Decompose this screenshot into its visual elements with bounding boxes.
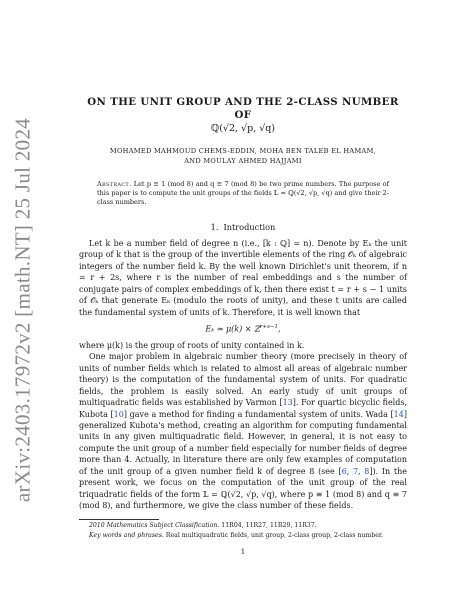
paper-title-field: ℚ(√2, √p, √q) — [210, 123, 276, 134]
section-title: Introduction — [223, 222, 276, 232]
paper-title: ON THE UNIT GROUP AND THE 2-CLASS NUMBER OF — [87, 96, 399, 121]
section-heading — [79, 222, 407, 232]
footnote-divider — [79, 519, 159, 520]
p3-part-d: ] generalized Kubota's method, creating an algorithm for computing fundamental units in any given multiquadratic field. However, in general, it is not easy to compute the unit group of a number field especially for number fields of degree more than 4. Actually, in literature there are only few examples of computation of the unit group of a given number field k of degree 8 (see [ — [79, 409, 407, 476]
arxiv-identifier-sidebar — [8, 117, 38, 503]
authors-line-1: MOHAMED MAHMOUD CHEMS-EDDIN, MOHA BEN TALEB EL HAMAM, — [109, 147, 377, 155]
page-number: 1 — [240, 548, 246, 557]
citation-separator: , — [358, 466, 365, 476]
formula-main: Eₖ ≃ μ(k) × ℤ — [205, 324, 260, 334]
arxiv-id-text: arXiv:2403.17972v2 [math.NT] 25 Jul 2024 — [10, 117, 35, 503]
authors-line-2: AND MOULAY AHMED HAJJAMI — [184, 156, 302, 165]
unit-group-formula — [79, 321, 407, 336]
citation-link[interactable]: 8 — [364, 466, 370, 476]
intro-paragraph-3 — [79, 351, 407, 511]
formula-exponent: r+s−1 — [259, 324, 279, 331]
paper-page — [79, 96, 407, 556]
abstract-label: Abstract. — [97, 180, 132, 188]
abstract — [97, 180, 389, 207]
footnote-msc — [79, 522, 407, 530]
section-number: 1. — [210, 222, 219, 232]
abstract-text: Let p ≡ 1 (mod 8) and q ≡ 7 (mod 8) be two prime numbers. The purpose of this paper is to compute the unit groups of the fields 𝕃 = ℚ(√2, √p, √q) and give their 2-class numbers. — [97, 180, 389, 206]
citation-separator: , — [346, 466, 353, 476]
citation-link[interactable]: 10 — [113, 409, 124, 419]
citation-link[interactable]: 14 — [393, 409, 404, 419]
p3-part-a: One major problem in algebraic number theory (more precisely in theory of units of number fields which is related to almost all areas of algebraic number theory) is the computation of the fundamental system of units. For quadratic fields, the problem is easily solved. An early study of unit groups of multiquadratic fields was established by Varmon [ — [79, 352, 407, 408]
citation-link[interactable]: 7 — [352, 466, 359, 476]
keywords-text: Real multiquadratic fields, unit group, 2-class group, 2-class number. — [163, 532, 384, 540]
p3-part-b: ]. For quartic bicyclic fields, Kubota [ — [79, 398, 408, 419]
msc-codes: 11R04, 11R27, 11R29, 11R37. — [219, 521, 317, 529]
intro-paragraph-1: Let k be a number field of degree n (i.e., [k : ℚ] = n). Denote by Eₖ the unit group of k that is the group of the invertible elements of the ring 𝒪ₖ of algebraic integers of the number field k. By the well known Dirichlet's unit theorem, if n = r + 2s, where r is the number of real embeddings and s the number of conjugate pairs of complex embeddings of k, then there exist t = r + s − 1 units of 𝒪ₖ that generate Eₖ (modulo the roots of unity), and these t units are called the fundamental system of units of k. Therefore, it is well known that — [79, 239, 407, 317]
footnote-keywords — [79, 532, 407, 540]
author-list — [79, 147, 407, 166]
intro-paragraph-2: where μ(k) is the group of roots of unity contained in k. — [79, 340, 305, 350]
keywords-label: Key words and phrases. — [89, 532, 164, 540]
msc-label: 2010 Mathematics Subject Classification. — [89, 521, 220, 529]
citation-link[interactable]: 13 — [282, 398, 293, 408]
p3-part-e: ]). In the present work, we focus on the computation of the unit group of the real triquadratic fields of the form 𝕃 = ℚ(√2, √p, √q), where p ≡ 1 (mod 8) and q ≡ 7 (mod 8), and furthermore, we give the class number of these fields. — [79, 466, 407, 511]
citation-link[interactable]: 6 — [341, 466, 347, 476]
p3-part-c: ] gave a method for finding a fundamental system of units. Wada [ — [123, 409, 394, 419]
formula-end: , — [278, 324, 281, 334]
